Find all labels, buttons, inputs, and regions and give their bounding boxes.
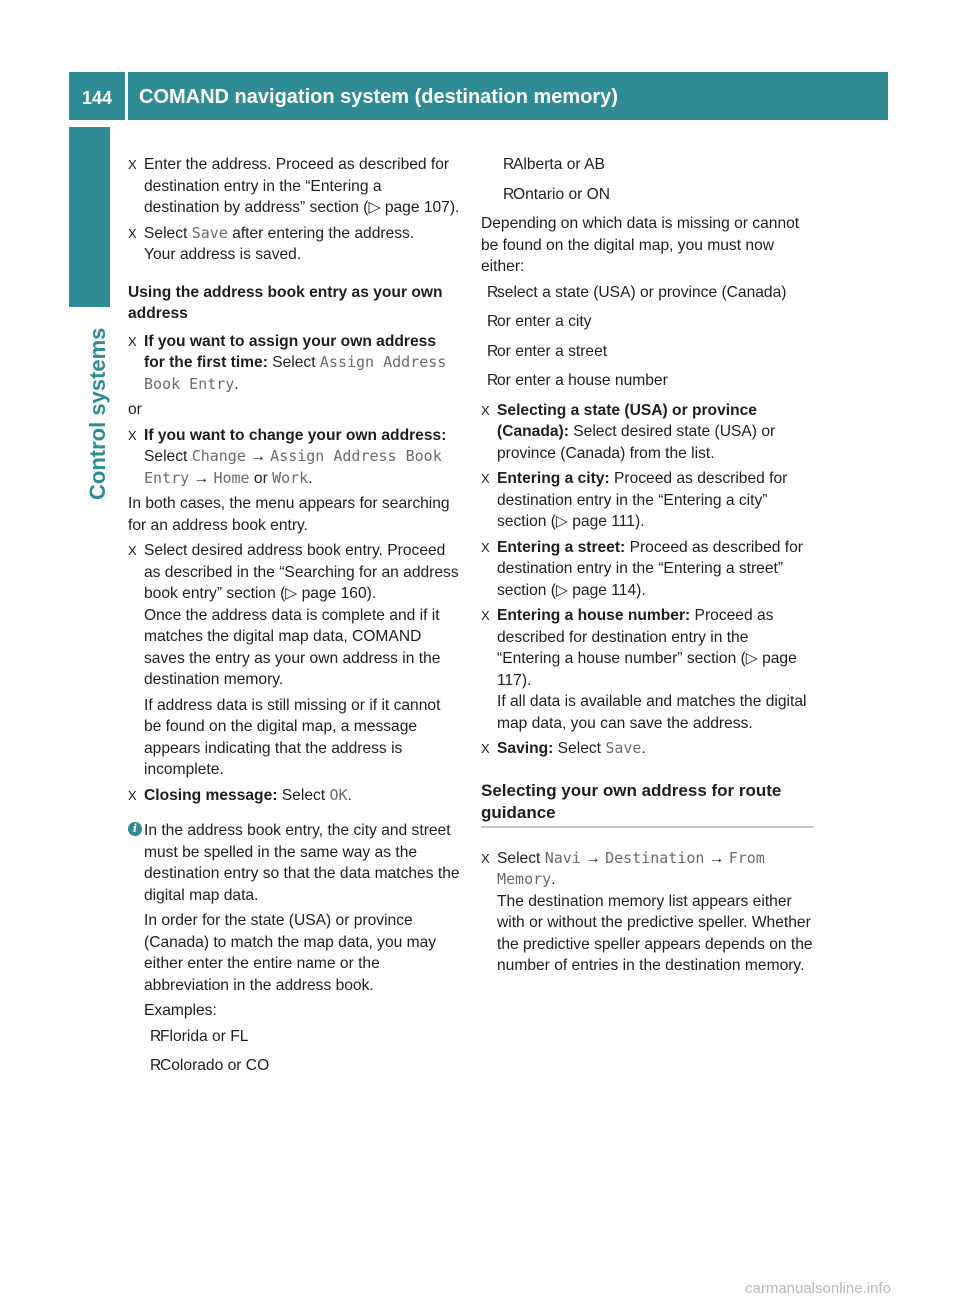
- step-select-save: X Select Save after entering the address. Your address is saved.: [128, 223, 415, 263]
- step-enter-house-number: X Entering a house number: Proceed as described for destination entry in the “Entering a house number” section (▷ page 117). If all data is available and matches the digital map data, you can save the address.: [481, 607, 807, 732]
- arrow-icon: →: [585, 849, 601, 867]
- step-marker-icon: X: [481, 741, 490, 756]
- step-marker-icon: X: [481, 471, 490, 486]
- paragraph: If address data is still missing or if it cannot be found on the digital map, a message appears indicating that the address is incomplete.: [144, 696, 441, 778]
- right-column: [481, 154, 814, 981]
- step-marker-icon: X: [481, 608, 490, 623]
- menu-item-navi: Navi: [544, 848, 581, 867]
- arrow-icon: →: [708, 849, 725, 867]
- paragraph: In both cases, the menu appears for searching for an address book entry.: [128, 495, 450, 534]
- info-note: i In the address book entry, the city and street must be spelled in the same way as the destination entry so that the data matches the digital map data.: [128, 820, 461, 906]
- list-item: R Ontario or ON: [497, 184, 814, 206]
- list-item: R Alberta or AB: [497, 154, 814, 176]
- paragraph: Depending on which data is missing or cannot be found on the digital map, you must now either:: [481, 215, 800, 275]
- step-closing-message: X Closing message: Select OK.: [128, 785, 461, 807]
- step-enter-city: X Entering a city: Proceed as described for destination entry in the “Entering a city” section (▷ page 111).: [481, 470, 788, 530]
- step-marker-icon: X: [128, 787, 137, 803]
- arrow-icon: →: [193, 469, 210, 487]
- step-marker-icon: X: [128, 157, 137, 172]
- list-item: R or enter a street: [481, 341, 814, 363]
- watermark: carmanualsonline.info: [745, 1280, 891, 1297]
- menu-item-home: Home: [213, 468, 250, 487]
- menu-item-assign: Assign Address Book Entry: [144, 353, 447, 393]
- step-marker-icon: X: [481, 402, 490, 418]
- bullet-icon: R: [503, 185, 515, 203]
- step-enter-street: X Entering a street: Proceed as described for destination entry in the “Entering a street” section (▷ page 114).: [481, 538, 803, 599]
- list-item: R select a state (USA) or province (Canada): [481, 282, 814, 304]
- page-title: COMAND navigation system (destination memory): [139, 86, 618, 108]
- list-item: R Florida or FL: [144, 1026, 461, 1048]
- step-marker-icon: X: [128, 427, 137, 443]
- menu-item-save: Save: [191, 223, 228, 242]
- list-item: R or enter a city: [481, 311, 814, 333]
- step-select-entry: X Select desired address book entry. Proceed as described in the “Searching for an address book entry” section (▷ page 160). Once the address data is complete and if it matches the digital map data, COMAND saves the entry as your own address in the destination memory.: [128, 542, 459, 688]
- left-column: [128, 154, 461, 1085]
- arrow-icon: →: [250, 448, 266, 465]
- bullet-icon: R: [503, 156, 515, 173]
- step-enter-address: X Enter the address. Proceed as described for destination entry in the “Entering a destination by address” section (▷ page 107).: [128, 156, 460, 216]
- section-heading: Selecting your own address for route guidance: [481, 780, 814, 828]
- side-section-label: Control systems: [85, 327, 110, 500]
- menu-item-from-memory: From Memory: [497, 848, 765, 888]
- menu-item-destination: Destination: [605, 848, 705, 867]
- step-change-address: X If you want to change your own address: Select Change → Assign Address Book Entry → Home or Work.: [128, 426, 447, 487]
- step-marker-icon: X: [481, 539, 490, 555]
- step-assign-address: X If you want to assign your own address for the first time: Select Assign Address Book Entry.: [128, 332, 447, 393]
- menu-item-work: Work: [272, 468, 309, 487]
- step-marker-icon: X: [481, 850, 490, 866]
- bullet-icon: R: [150, 1057, 162, 1074]
- list-item: R Colorado or CO: [144, 1055, 461, 1077]
- list-item: R or enter a house number: [481, 370, 814, 392]
- bullet-icon: R: [487, 283, 499, 301]
- side-tab-block: [69, 127, 110, 307]
- bullet-icon: R: [487, 372, 499, 389]
- step-saving: X Saving: Select Save.: [481, 738, 814, 760]
- bullet-icon: R: [150, 1027, 162, 1045]
- paragraph: Examples:: [144, 1002, 217, 1019]
- step-marker-icon: X: [128, 543, 137, 558]
- paragraph: In order for the state (USA) or province (Canada) to match the map data, you may either enter the entire name or the abbreviation in the address book.: [144, 912, 437, 994]
- or-text: or: [128, 401, 142, 418]
- step-marker-icon: X: [128, 225, 137, 241]
- menu-item-change: Change: [191, 447, 246, 465]
- menu-item-ok: OK: [329, 785, 348, 804]
- header-divider: [125, 72, 128, 120]
- page-number: 144: [81, 88, 113, 108]
- menu-item-save: Save: [605, 739, 642, 757]
- bullet-icon: R: [487, 313, 499, 330]
- menu-item-assign: Assign Address Book Entry: [144, 447, 442, 487]
- step-marker-icon: X: [128, 333, 137, 349]
- step-select-state: X Selecting a state (USA) or province (Canada): Select desired state (USA) or province (Canada) from the list.: [481, 401, 776, 462]
- subheading-own-address: Using the address book entry as your own address: [128, 283, 443, 322]
- step-select-from-memory: X Select Navi → Destination → From Memory. The destination memory list appears either with or without the predictive speller. Whether the predictive speller appears depends on the number of entries in the destination memory.: [481, 848, 813, 974]
- bullet-icon: R: [487, 342, 499, 360]
- info-icon: i: [128, 822, 142, 836]
